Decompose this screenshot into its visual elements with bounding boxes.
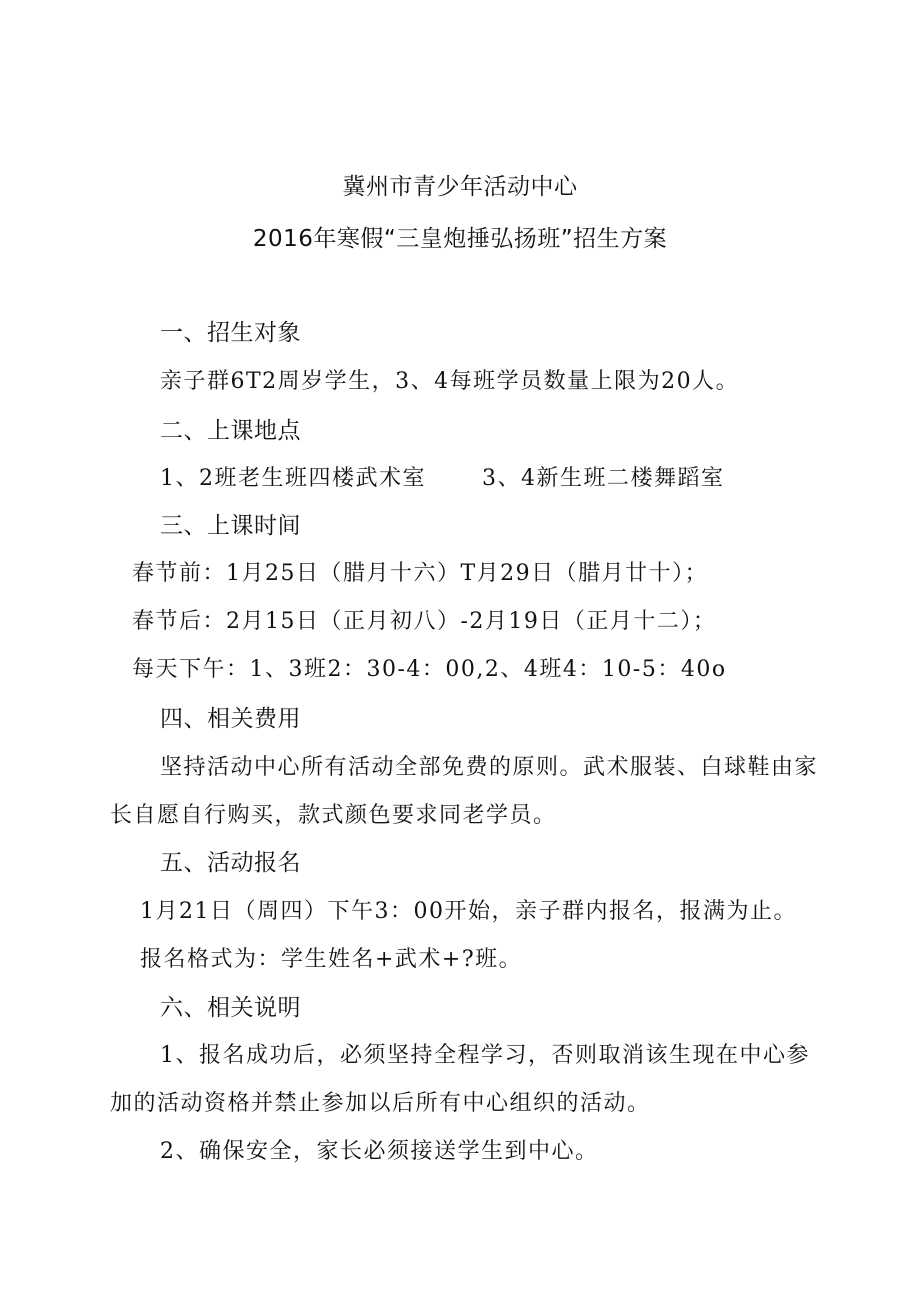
section-text-time-before-festival: 春节前：1月25日（腊月十六）T月29日（腊月廿十）；	[132, 561, 709, 586]
document-subtitle: 2016年寒假“三皇炮捶弘扬班”招生方案	[252, 226, 668, 252]
section-text-fees-line-1: 坚持活动中心所有活动全部免费的原则。武术服装、白球鞋由家	[160, 755, 819, 780]
section-text-notes-line-3: 2、确保安全，家长必须接送学生到中心。	[160, 1139, 599, 1164]
section-heading-class-time: 三、上课时间	[160, 513, 301, 539]
section-text-daily-schedule: 每天下午：1、3班2：30-4：00,2、4班4：10-5：40o	[132, 657, 727, 682]
section-text-recruitment-target: 亲子群6T2周岁学生，3、4每班学员数量上限为20人。	[160, 369, 740, 394]
section-heading-recruitment-target: 一、招生对象	[160, 320, 301, 346]
section-text-fees-line-2: 长自愿自行购买，款式颜色要求同老学员。	[110, 803, 557, 828]
section-text-registration-format: 报名格式为：学生姓名+武术+?班。	[140, 947, 523, 972]
section-text-notes-line-2: 加的活动资格并禁止参加以后所有中心组织的活动。	[110, 1091, 651, 1116]
section-heading-notes: 六、相关说明	[160, 995, 301, 1021]
section-heading-registration: 五、活动报名	[160, 850, 301, 876]
section-text-time-after-festival: 春节后：2月15日（正月初八）-2月19日（正月十二）；	[132, 609, 717, 634]
section-text-registration-time: 1月21日（周四）下午3：00开始，亲子群内报名，报满为止。	[140, 899, 797, 924]
section-text-location-old-class: 1、2班老生班四楼武术室	[160, 466, 426, 491]
section-text-location-new-class: 3、4新生班二楼舞蹈室	[482, 466, 725, 491]
section-heading-related-fees: 四、相关费用	[160, 706, 301, 732]
section-heading-class-location: 二、上课地点	[160, 418, 301, 444]
document-title: 冀州市青少年活动中心	[342, 174, 578, 200]
section-text-notes-line-1: 1、报名成功后，必须坚持全程学习，否则取消该生现在中心参	[160, 1043, 810, 1068]
